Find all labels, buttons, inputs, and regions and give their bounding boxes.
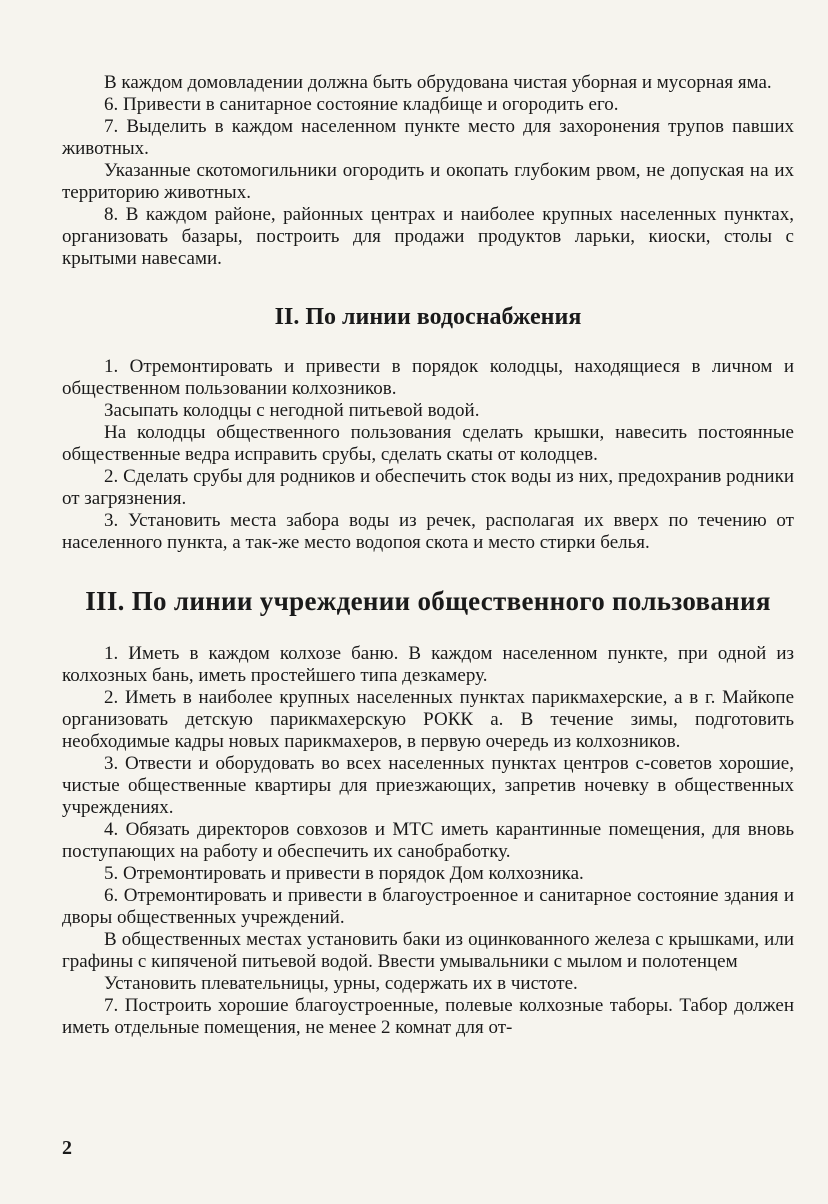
- paragraph: 8. В каждом районе, районных центрах и наиболее крупных населенных пунктах, организовать базары, построить для продажи продуктов ларьки, киоски, столы с крытыми навесами.: [62, 204, 794, 269]
- paragraph: 2. Иметь в наиболее крупных населенных пунктах парикмахерские, а в г. Майкопе организовать детскую парикмахерскую РОКК а. В течение зимы, подготовить необходимые кадры новых парикмахеров, в первую очередь из колхозников.: [62, 687, 794, 752]
- page-number: 2: [62, 1137, 72, 1159]
- section-1-continuation: [62, 72, 794, 270]
- paragraph: 1. Иметь в каждом колхозе баню. В каждом населенном пункте, при одной из колхозных бань, иметь простейшего типа дезкамеру.: [62, 643, 794, 686]
- paragraph: 7. Построить хорошие благоустроенные, полевые колхозные таборы. Табор должен иметь отдельные помещения, не менее 2 комнат для от-: [62, 995, 794, 1038]
- section-2-body: [62, 356, 794, 554]
- paragraph: 3. Установить места забора воды из речек, располагая их вверх по течению от населенного пункта, а так-же место водопоя скота и место стирки белья.: [62, 510, 794, 553]
- paragraph: 3. Отвести и оборудовать во всех населенных пунктах центров с-советов хорошие, чистые общественные квартиры для приезжающих, запретив ночевку в общественных учреждениях.: [62, 753, 794, 818]
- paragraph: В общественных местах установить баки из оцинкованного железа с крышками, или графины с кипяченой питьевой водой. Ввести умывальники с мылом и полотенцем: [62, 929, 794, 972]
- paragraph: 4. Обязать директоров совхозов и МТС иметь карантинные помещения, для вновь поступающих на работу и обеспечить их санобработку.: [62, 819, 794, 862]
- section-2-heading: II. По линии водоснабжения: [274, 304, 582, 330]
- paragraph: Указанные скотомогильники огородить и окопать глубоким рвом, не допуская на их территорию животных.: [62, 160, 794, 203]
- paragraph: 6. Отремонтировать и привести в благоустроенное и санитарное состояние здания и дворы общественных учреждений.: [62, 885, 794, 928]
- document-page: [62, 72, 794, 1039]
- section-3-body: [62, 643, 794, 1039]
- paragraph: Установить плевательницы, урны, содержать их в чистоте.: [104, 973, 578, 994]
- paragraph: 2. Сделать срубы для родников и обеспечить сток воды из них, предохранив родники от загрязнения.: [62, 466, 794, 509]
- section-3-heading: III. По линии учреждении общественного пользования: [85, 586, 771, 616]
- paragraph: На колодцы общественного пользования сделать крышки, навесить постоянные общественные ведра исправить срубы, сделать скаты от колодцев.: [62, 422, 794, 465]
- paragraph: 6. Привести в санитарное состояние кладбище и огородить его.: [104, 94, 619, 115]
- paragraph: Засыпать колодцы с негодной питьевой водой.: [104, 400, 480, 421]
- paragraph: 1. Отремонтировать и привести в порядок колодцы, находящиеся в личном и общественном пользовании колхозников.: [62, 356, 794, 399]
- paragraph: В каждом домовладении должна быть обрудована чистая уборная и мусорная яма.: [104, 72, 772, 93]
- paragraph: 7. Выделить в каждом населенном пункте место для захоронения трупов павших животных.: [62, 116, 794, 159]
- paragraph: 5. Отремонтировать и привести в порядок Дом колхозника.: [104, 863, 584, 884]
